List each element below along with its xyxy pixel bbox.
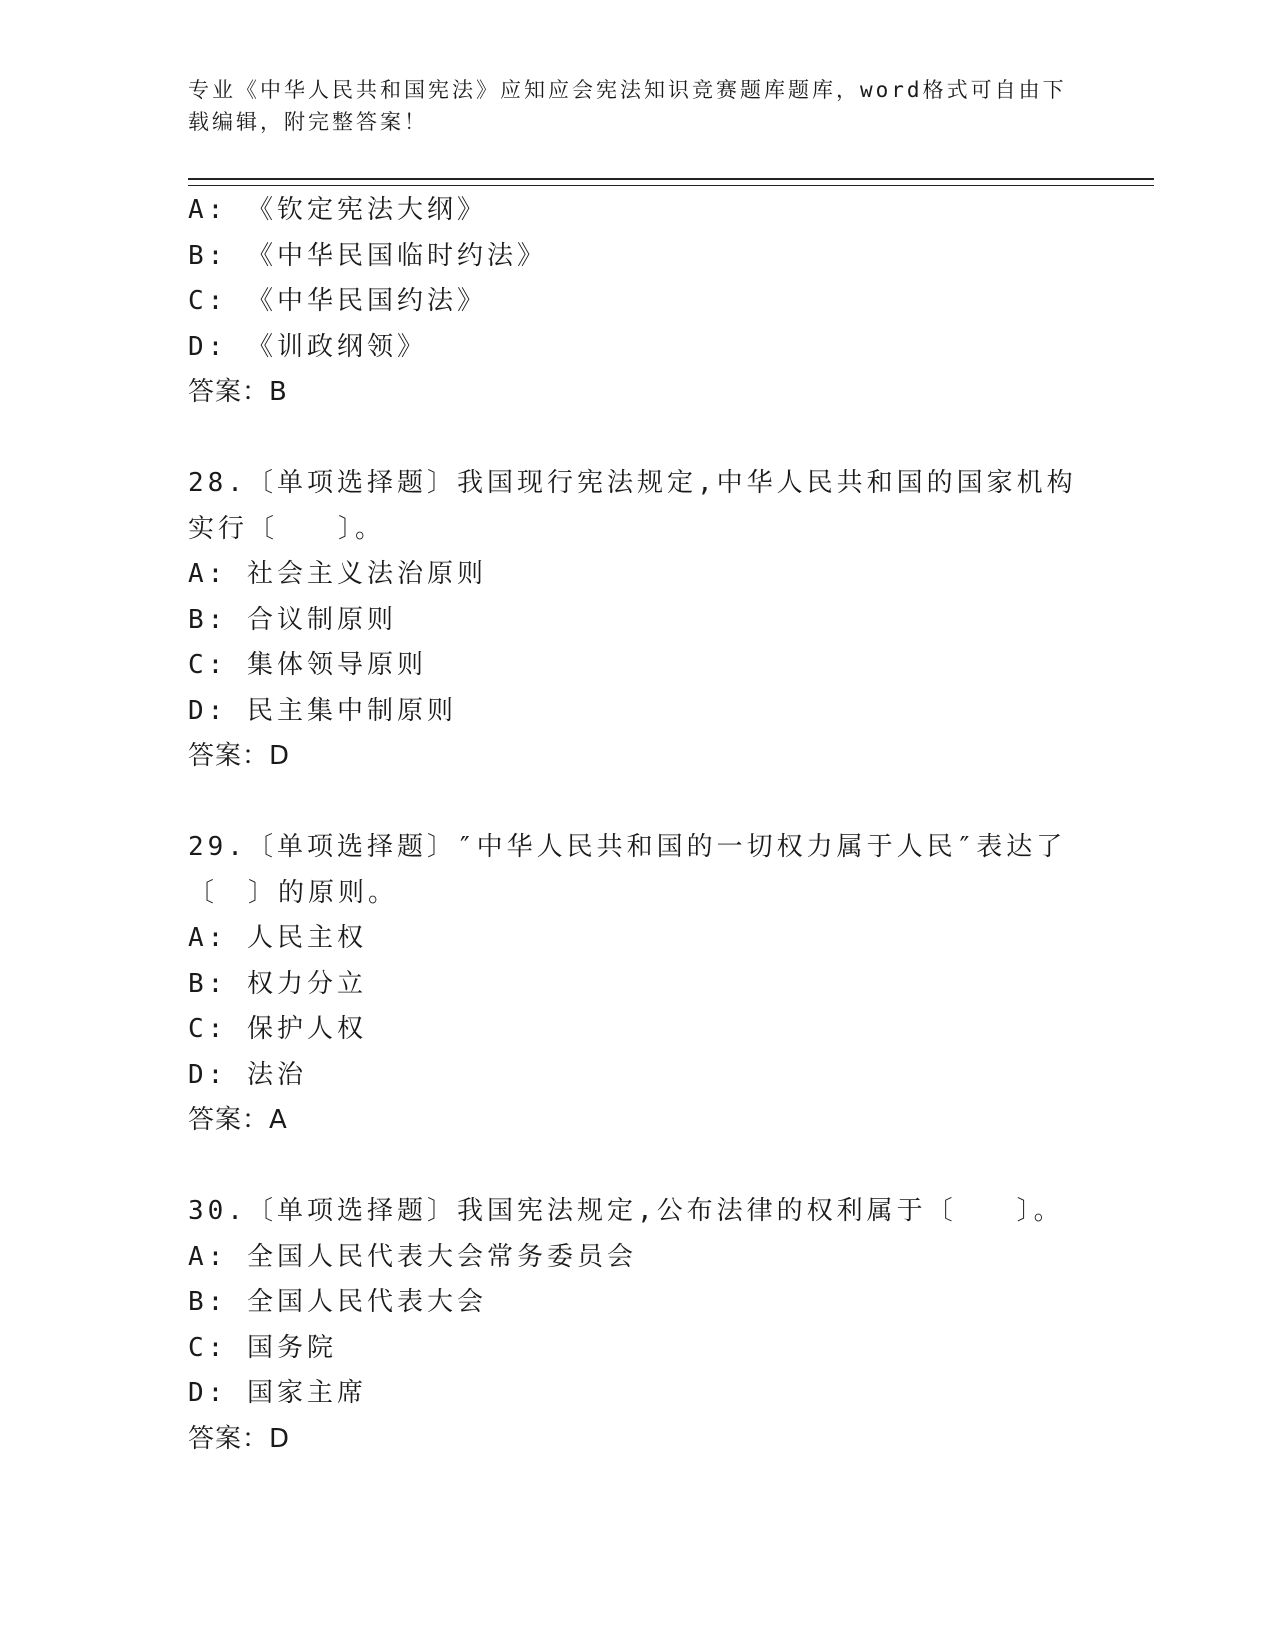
option-letter: D: xyxy=(188,331,228,362)
option-text: 合议制原则 xyxy=(246,604,397,635)
option-text: 权力分立 xyxy=(246,968,367,999)
option-text: 国家主席 xyxy=(246,1378,367,1408)
option-d xyxy=(188,1053,1088,1099)
option-text: 《中华民国约法》 xyxy=(246,286,487,316)
answer-line: 答案：D xyxy=(188,741,291,771)
question-text: 29.〔单项选择题〕″中华人民共和国的一切权力属于人民″表达了〔 〕的原则。 xyxy=(188,832,1067,908)
option-text: 人民主权 xyxy=(246,923,367,953)
question-28 xyxy=(188,461,1088,780)
option-d xyxy=(188,689,1088,735)
option-letter: D: xyxy=(188,1059,228,1090)
option-text: 法治 xyxy=(246,1059,307,1090)
option-b xyxy=(188,1280,1088,1326)
option-text: 《中华民国临时约法》 xyxy=(246,240,547,271)
spacer xyxy=(188,416,1088,462)
option-letter: B: xyxy=(188,240,228,271)
option-b xyxy=(188,598,1088,644)
answer-line: 答案：B xyxy=(188,377,288,407)
document-header: 专业《中华人民共和国宪法》应知应会宪法知识竞赛题库题库，word格式可自由下载编辑，附完整答案！ xyxy=(188,78,1067,134)
option-text: 《钦定宪法大纲》 xyxy=(246,195,487,225)
answer-line: 答案：A xyxy=(188,1105,288,1135)
question-27 xyxy=(188,188,1088,416)
answer-line: 答案：D xyxy=(188,1423,291,1454)
spacer xyxy=(188,1144,1088,1190)
option-letter: B: xyxy=(188,968,228,999)
option-a xyxy=(188,1235,1088,1281)
option-text: 集体领导原则 xyxy=(246,650,427,680)
option-text: 社会主义法治原则 xyxy=(246,559,487,589)
option-letter: C: xyxy=(188,1332,228,1363)
option-letter: D: xyxy=(188,695,228,726)
option-b xyxy=(188,234,1088,280)
question-30 xyxy=(188,1189,1088,1462)
option-d xyxy=(188,325,1088,371)
option-letter: A: xyxy=(188,923,228,953)
option-d xyxy=(188,1371,1088,1417)
option-letter: C: xyxy=(188,650,228,680)
option-letter: B: xyxy=(188,1287,228,1317)
option-c xyxy=(188,1007,1088,1053)
option-c xyxy=(188,279,1088,325)
option-letter: C: xyxy=(188,286,228,316)
question-29 xyxy=(188,825,1088,1144)
option-text: 全国人民代表大会 xyxy=(246,1287,487,1317)
header-divider xyxy=(188,178,1154,186)
option-letter: A: xyxy=(188,559,228,589)
option-text: 民主集中制原则 xyxy=(246,695,457,726)
option-a xyxy=(188,552,1088,598)
question-text: 28.〔单项选择题〕我国现行宪法规定,中华人民共和国的国家机构实行〔 〕。 xyxy=(188,468,1077,544)
spacer xyxy=(188,780,1088,826)
option-text: 《训政纲领》 xyxy=(246,331,427,362)
option-text: 全国人民代表大会常务委员会 xyxy=(246,1241,637,1272)
option-letter: D: xyxy=(188,1378,228,1408)
option-a xyxy=(188,916,1088,962)
question-list xyxy=(188,188,1088,1462)
option-c xyxy=(188,643,1088,689)
option-letter: C: xyxy=(188,1014,228,1044)
option-text: 国务院 xyxy=(246,1332,337,1363)
option-letter: A: xyxy=(188,1241,228,1272)
option-a xyxy=(188,188,1088,234)
option-c xyxy=(188,1326,1088,1372)
option-b xyxy=(188,962,1088,1008)
option-letter: A: xyxy=(188,195,228,225)
option-letter: B: xyxy=(188,604,228,635)
question-text: 30.〔单项选择题〕我国宪法规定,公布法律的权利属于〔 〕。 xyxy=(188,1196,1064,1226)
option-text: 保护人权 xyxy=(246,1014,367,1044)
